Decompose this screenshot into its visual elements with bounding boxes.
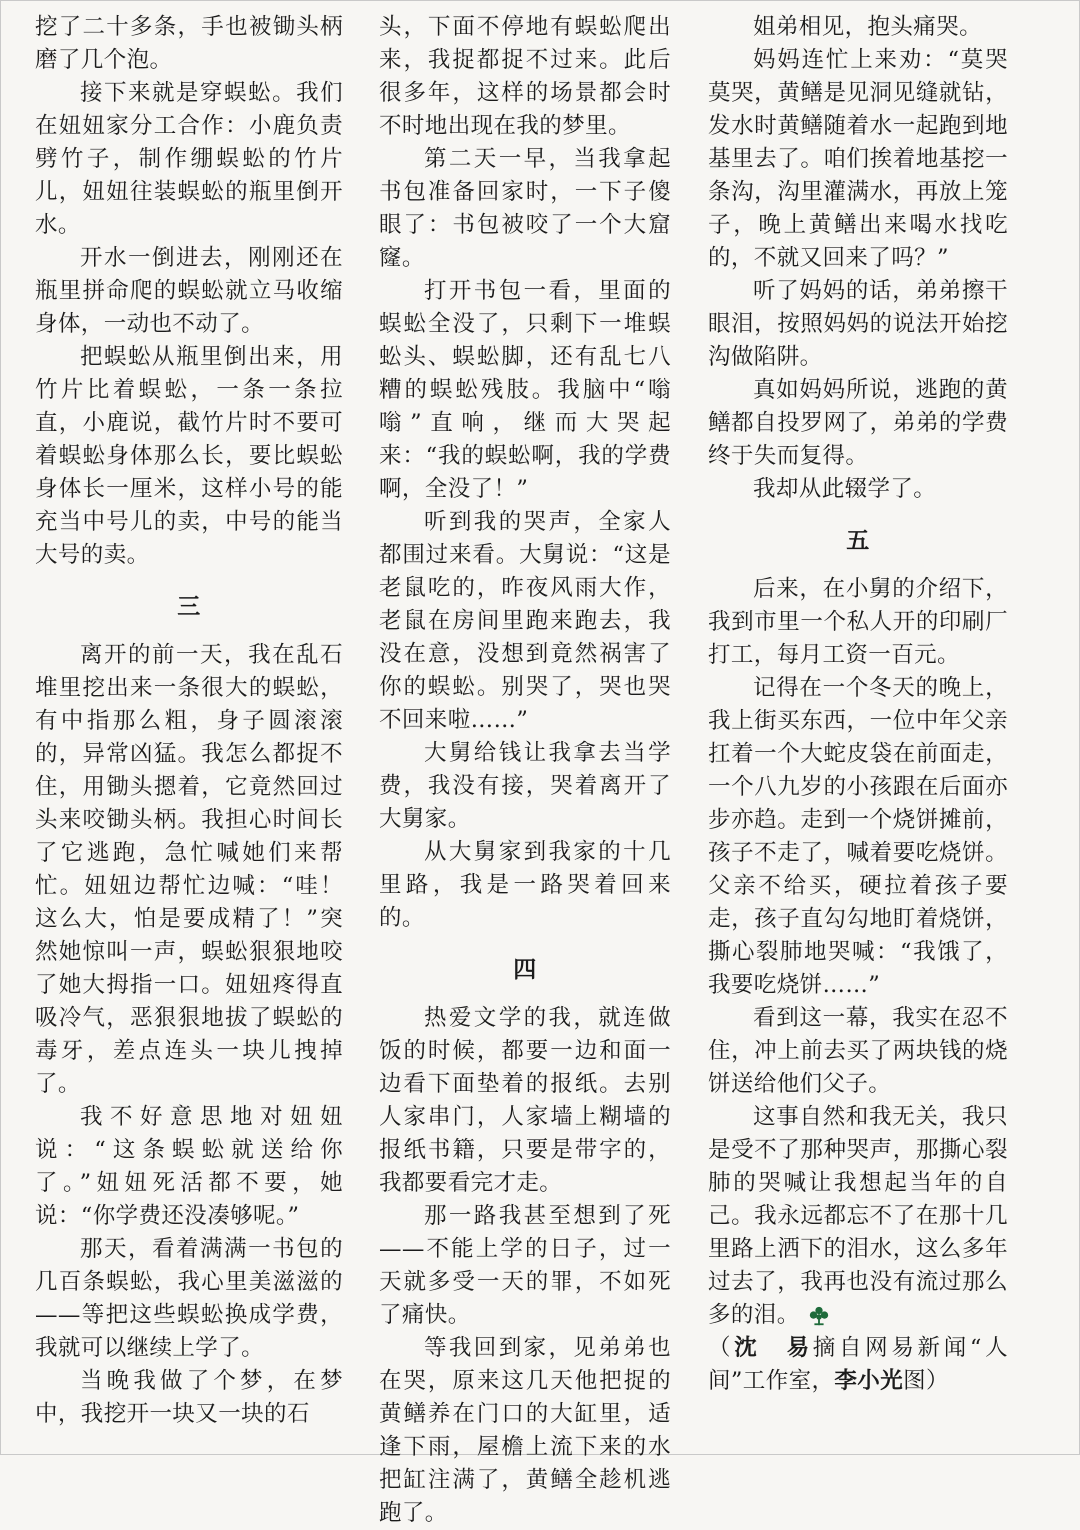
paragraph: 听了妈妈的话，弟弟擦干眼泪，按照妈妈的说法开始挖沟做陷阱。	[708, 278, 1008, 370]
credit-illustrator: 李小光	[834, 1368, 904, 1394]
paragraph: 我却从此辍学了。	[753, 476, 937, 502]
paragraph: 大舅给钱让我拿去当学费，我没有接，哭着离开了大舅家。	[379, 740, 671, 832]
paragraph: 热爱文学的我，就连做饭的时候，都要一边和面一边看下面垫着的报纸。去别人家串门，人家墙上糊墙的报纸书籍，只要是带字的，我都要看完才走。	[379, 1005, 671, 1196]
last-paragraph	[708, 1101, 1008, 1332]
paragraph: 我不好意思地对妞妞说：“这条蜈蚣就送给你了。”妞妞死活都不要，她说：“你学费还没凑够呢。”	[35, 1104, 343, 1229]
paragraph: 头，下面不停地有蜈蚣爬出来，我捉都捉不过来。此后很多年，这样的场景都会时不时地出现在我的梦里。	[379, 14, 671, 139]
paragraph: 后来，在小舅的介绍下，我到市里一个私人开的印刷厂打工，每月工资一百元。	[708, 576, 1008, 668]
paragraph: 第二天一早，当我拿起书包准备回家时，一下子傻眼了：书包被咬了一个大窟窿。	[379, 146, 671, 271]
paragraph: 等我回到家，见弟弟也在哭，原来这几天他把捉的黄鳝养在门口的大缸里，适逢下雨，屋檐上流下来的水把缸注满了，黄鳝全趁机逃跑了。	[379, 1335, 671, 1526]
paragraph: 打开书包一看，里面的蜈蚣全没了，只剩下一堆蜈蚣头、蜈蚣脚，还有乱七八糟的蜈蚣残肢。我脑中“嗡嗡”直响，继而大哭起来：“我的蜈蚣啊，我的学费啊，全没了！”	[379, 278, 671, 502]
paragraph: 那天，看着满满一书包的几百条蜈蚣，我心里美滋滋的——等把这些蜈蚣换成学费，我就可以继续上学了。	[35, 1236, 343, 1361]
column-2	[379, 11, 671, 1526]
section-heading-3: 三	[177, 593, 201, 620]
section-heading-4: 四	[513, 956, 537, 983]
credit-suffix: 图）	[903, 1368, 949, 1394]
paragraph: 听到我的哭声，全家人都围过来看。大舅说：“这是老鼠吃的，昨夜风雨大作，老鼠在房间里跑来跑去，我没在意，没想到竟然祸害了你的蜈蚣。别哭了，哭也哭不回来啦……”	[379, 509, 671, 733]
paragraph: 开水一倒进去，刚刚还在瓶里拼命爬的蜈蚣就立马收缩身体，一动也不动了。	[35, 245, 343, 337]
paragraph: 挖了二十多条，手也被锄头柄磨了几个泡。	[35, 14, 343, 73]
credit-open: （	[708, 1335, 735, 1361]
paragraph: 从大舅家到我家的十几里路，我是一路哭着回来的。	[379, 839, 671, 931]
paragraph: 记得在一个冬天的晚上，我上街买东西，一位中年父亲扛着一个大蛇皮袋在前面走，一个八九岁的小孩跟在后面亦步亦趋。走到一个烧饼摊前，孩子不走了，喊着要吃烧饼。父亲不给买，硬拉着孩子要走，孩子直勾勾地盯着烧饼，撕心裂肺地哭喊：“我饿了，我要吃烧饼……”	[708, 675, 1008, 998]
paragraph: 那一路我甚至想到了死——不能上学的日子，过一天就多受一天的罪，不如死了痛快。	[379, 1203, 671, 1328]
credit-author: 沈 易	[734, 1335, 813, 1361]
paragraph: 接下来就是穿蜈蚣。我们在妞妞家分工合作：小鹿负责劈竹子，制作绷蜈蚣的竹片儿，妞妞往装蜈蚣的瓶里倒开水。	[35, 80, 343, 238]
paragraph: 真如妈妈所说，逃跑的黄鳝都自投罗网了，弟弟的学费终于失而复得。	[708, 377, 1008, 469]
section-heading-5: 五	[846, 527, 870, 554]
column-1	[35, 11, 343, 1444]
article-credit	[708, 1332, 1008, 1398]
paragraph: 离开的前一天，我在乱石堆里挖出来一条很大的蜈蚣，有中指那么粗，身子圆滚滚的，异常凶猛。我怎么都捉不住，用锄头摁着，它竟然回过头来咬锄头柄。我担心时间长了它逃跑，急忙喊她们来帮忙。妞妞边帮忙边喊：“哇！这么大，怕是要成精了！”突然她惊叫一声，蜈蚣狠狠地咬了她大拇指一口。妞妞疼得直吸冷气，恶狠狠地拔了蜈蚣的毒牙，差点连头一块儿拽掉了。	[35, 642, 344, 1097]
paragraph-text: 这事自然和我无关，我只是受不了那种哭声，那撕心裂肺的哭喊让我想起当年的自己。我永远都忘不了在那十几里路上洒下的泪水，这么多年过去了，我再也没有流过那么多的泪。	[708, 1104, 1008, 1328]
paragraph: 看到这一幕，我实在忍不住，冲上前去买了两块钱的烧饼送给他们父子。	[708, 1005, 1008, 1097]
column-3	[708, 11, 1008, 1444]
paragraph: 姐弟相见，抱头痛哭。	[753, 14, 983, 40]
paragraph: 把蜈蚣从瓶里倒出来，用竹片比着蜈蚣，一条一条拉直，小鹿说，截竹片时不要可着蜈蚣身体那么长，要比蜈蚣身体长一厘米，这样小号的能充当中号儿的卖，中号的能当大号的卖。	[35, 344, 343, 568]
credit-source: 摘自网易新闻“人间”工作室，	[708, 1335, 1009, 1394]
end-mark-icon	[808, 1305, 830, 1327]
paragraph: 当晚我做了个梦，在梦中，我挖开一块又一块的石	[35, 1368, 343, 1427]
paragraph: 妈妈连忙上来劝：“莫哭莫哭，黄鳝是见洞见缝就钻，发水时黄鳝随着水一起跑到地基里去了。咱们挨着地基挖一条沟，沟里灌满水，再放上笼子，晚上黄鳝出来喝水找吃的，不就又回来了吗？”	[708, 47, 1008, 271]
